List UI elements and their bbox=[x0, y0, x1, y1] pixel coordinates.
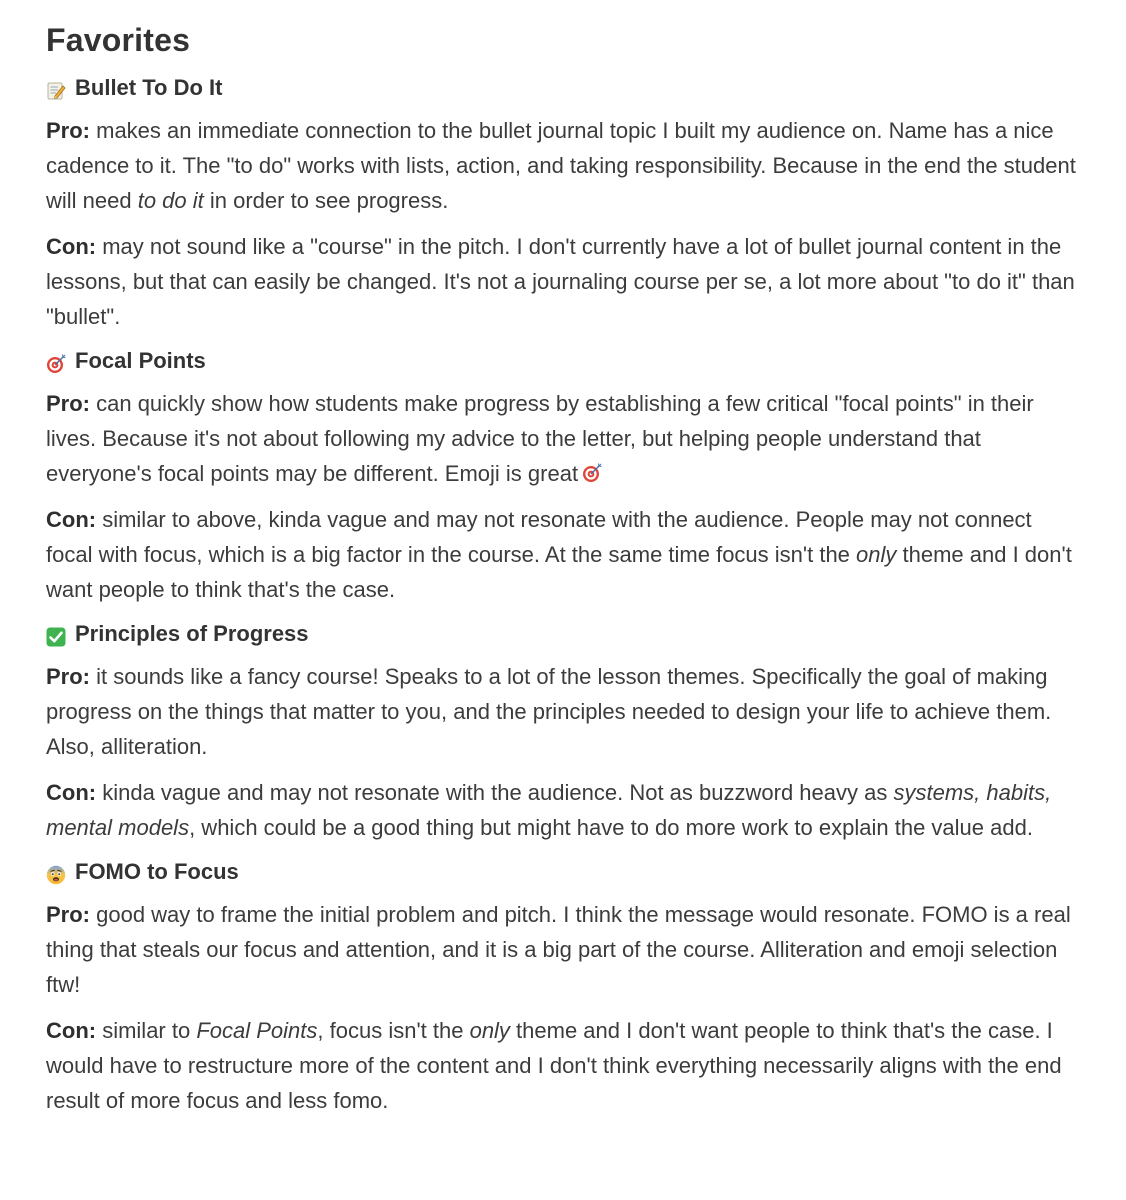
section-bullet-to-do-it bbox=[46, 72, 1080, 334]
check-mark-icon bbox=[46, 624, 66, 644]
fearful-face-icon bbox=[46, 862, 66, 882]
con-paragraph: Con: may not sound like a "course" in the pitch. I don't currently have a lot of bullet journal content in the lessons, but that can easily be changed. It's not a journaling course per se, a lot more about "to do it" than "bullet". bbox=[46, 234, 1075, 329]
section-title: Focal Points bbox=[46, 345, 1080, 377]
con-paragraph: Con: similar to Focal Points, focus isn't the only theme and I don't want people to think that's the case. I would have to restructure more of the content and I don't think everything necessarily aligns with the end result of more focus and less fomo. bbox=[46, 1018, 1062, 1113]
target-icon bbox=[582, 458, 602, 478]
memo-icon bbox=[46, 78, 66, 98]
con-paragraph: Con: kinda vague and may not resonate with the audience. Not as buzzword heavy as systems, habits, mental models, which could be a good thing but might have to do more work to explain the value add. bbox=[46, 780, 1052, 840]
section-title: Principles of Progress bbox=[46, 618, 1080, 650]
pro-paragraph: Pro: can quickly show how students make progress by establishing a few critical "focal points" in their lives. Because it's not about following my advice to the letter, but helping people understand that everyone's focal points may be different. Emoji is great bbox=[46, 391, 1034, 486]
pro-paragraph: Pro: it sounds like a fancy course! Speaks to a lot of the lesson themes. Specifically the goal of making progress on the things that matter to you, and the principles needed to design your life to achieve them. Also, alliteration. bbox=[46, 664, 1052, 759]
pro-paragraph: Pro: good way to frame the initial problem and pitch. I think the message would resonate. FOMO is a real thing that steals our focus and attention, and it is a big part of the course. Alliteration and emoji selection ftw! bbox=[46, 902, 1071, 997]
section-fomo-to-focus bbox=[46, 856, 1080, 1118]
section-title: FOMO to Focus bbox=[46, 856, 1080, 888]
section-title: Bullet To Do It bbox=[46, 72, 1080, 104]
page-title: Favorites bbox=[46, 22, 191, 58]
section-principles-of-progress bbox=[46, 618, 1080, 845]
section-focal-points bbox=[46, 345, 1080, 607]
con-paragraph: Con: similar to above, kinda vague and may not resonate with the audience. People may not connect focal with focus, which is a big factor in the course. At the same time focus isn't the only theme and I don't want people to think that's the case. bbox=[46, 507, 1072, 602]
pro-paragraph: Pro: makes an immediate connection to the bullet journal topic I built my audience on. Name has a nice cadence to it. The "to do" works with lists, action, and taking responsibility. Because in the end the student will need to do it in order to see progress. bbox=[46, 118, 1076, 213]
target-icon bbox=[46, 351, 66, 371]
